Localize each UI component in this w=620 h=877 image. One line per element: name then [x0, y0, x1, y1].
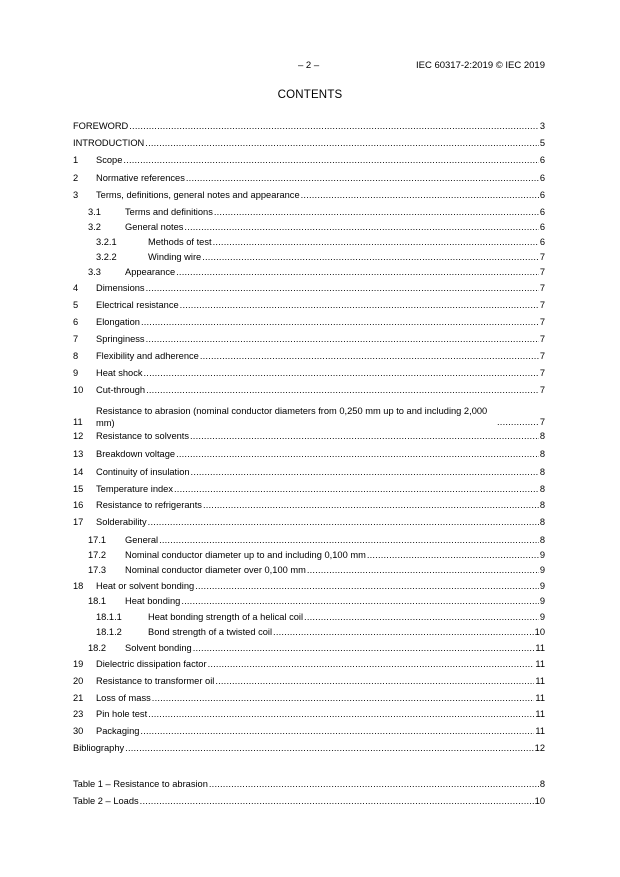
page-number: – 2 – — [298, 60, 320, 71]
toc-entry-label: Dielectric dissipation factor — [96, 659, 207, 669]
dot-leader — [301, 189, 539, 202]
toc-entry-number: 30 — [73, 726, 84, 736]
toc-entry[interactable] — [73, 483, 545, 496]
toc-entry-page: 7 — [539, 417, 545, 427]
toc-entry-page: 6 — [539, 190, 545, 200]
toc-entry-page: 3 — [539, 121, 545, 131]
toc-entry-label: Heat bonding strength of a helical coil — [148, 612, 304, 622]
toc-entry-page: 9 — [539, 612, 545, 622]
toc-entry-label: Winding wire — [148, 252, 202, 262]
toc-entry-page: 7 — [539, 385, 545, 395]
toc-entry-page: 11 — [535, 643, 545, 653]
toc-entry[interactable] — [73, 692, 545, 705]
toc-entry-label: Continuity of insulation — [96, 467, 190, 477]
toc-entry-number: 18 — [73, 581, 84, 591]
toc-entry[interactable] — [73, 282, 545, 295]
toc-entry-page: 7 — [539, 317, 545, 327]
dot-leader — [146, 282, 539, 295]
toc-entry[interactable] — [73, 236, 545, 249]
dot-leader — [193, 642, 535, 655]
toc-entry[interactable] — [73, 206, 545, 219]
dot-leader — [145, 137, 539, 150]
toc-entry-page: 8 — [539, 517, 545, 527]
dot-leader — [209, 778, 539, 791]
toc-entry-number: 3.2 — [88, 222, 101, 232]
toc-entry-label: Heat shock — [96, 368, 143, 378]
toc-entry-page: 6 — [539, 237, 545, 247]
toc-entry[interactable] — [73, 137, 545, 150]
dot-leader — [152, 692, 535, 705]
toc-entry-label: Scope — [96, 155, 123, 165]
toc-entry-label: Resistance to solvents — [96, 431, 190, 441]
toc-entry-page: 6 — [539, 222, 545, 232]
page-title: CONTENTS — [277, 89, 343, 101]
toc-entry-page: 11 — [535, 693, 545, 703]
dot-leader — [195, 580, 539, 593]
dot-leader — [181, 595, 539, 608]
toc-entry-number: 12 — [73, 431, 84, 441]
toc-entry[interactable] — [73, 384, 545, 397]
toc-entry-page: 12 — [534, 743, 545, 753]
dot-leader — [213, 236, 539, 249]
dot-leader — [125, 742, 533, 755]
toc-entry-label: Terms and definitions — [125, 207, 213, 217]
toc-entry-number: 3.3 — [88, 267, 101, 277]
toc-entry-label: Solderability — [96, 517, 147, 527]
toc-entry[interactable] — [73, 266, 545, 279]
toc-entry-number: 2 — [73, 173, 79, 183]
toc-entry-page: 9 — [539, 581, 545, 591]
toc-entry-label: Bibliography — [73, 743, 125, 753]
table-list-label: Table 2 – Loads — [73, 796, 139, 806]
dot-leader — [307, 564, 539, 577]
dot-leader — [129, 120, 539, 133]
toc-entry-label: Bond strength of a twisted coil — [148, 627, 273, 637]
toc-entry-page: 7 — [539, 351, 545, 361]
toc-entry-page: 8 — [539, 467, 545, 477]
toc-entry-number: 3.2.2 — [96, 252, 117, 262]
toc-entry-number: 21 — [73, 693, 84, 703]
toc-entry-label: Pin hole test — [96, 709, 148, 719]
toc-entry-label: Heat or solvent bonding — [96, 581, 195, 591]
toc-entry[interactable] — [73, 448, 545, 461]
toc-entry[interactable] — [73, 154, 545, 167]
toc-entry-number: 3 — [73, 190, 79, 200]
standard-reference: IEC 60317-2:2019 © IEC 2019 — [415, 60, 545, 71]
toc-entry[interactable] — [73, 675, 545, 688]
toc-entry-number: 8 — [73, 351, 79, 361]
toc-entry-page: 9 — [539, 550, 545, 560]
dot-leader — [144, 367, 539, 380]
toc-entry-page: 6 — [539, 207, 545, 217]
toc-entry-number: 15 — [73, 484, 84, 494]
table-list-label: Table 1 – Resistance to abrasion — [73, 779, 208, 789]
toc-entry-page: 8 — [539, 449, 545, 459]
toc-entry-number: 18.2 — [88, 643, 107, 653]
toc-entry-page: 8 — [539, 484, 545, 494]
toc-entry-page: 11 — [535, 676, 545, 686]
toc-entry-label: Methods of test — [148, 237, 212, 247]
toc-entry-page: 7 — [539, 368, 545, 378]
toc-entry[interactable] — [73, 611, 545, 624]
toc-entry-page: 7 — [539, 334, 545, 344]
table-list-entry[interactable] — [73, 795, 545, 808]
toc-entry-label: Springiness — [96, 334, 145, 344]
toc-entry[interactable] — [73, 499, 545, 512]
toc-entry-page: 7 — [539, 252, 545, 262]
toc-entry-page: 7 — [539, 300, 545, 310]
toc-entry[interactable] — [73, 534, 545, 547]
dot-leader — [214, 206, 539, 219]
toc-entry[interactable] — [73, 466, 545, 479]
dot-leader — [184, 221, 538, 234]
toc-entry-number: 23 — [73, 709, 84, 719]
dot-leader — [176, 266, 539, 279]
toc-entry-number: 17.1 — [88, 535, 107, 545]
toc-entry-number: 9 — [73, 368, 79, 378]
dot-leader — [123, 154, 538, 167]
dot-leader — [140, 795, 534, 808]
toc-entry-number: 19 — [73, 659, 84, 669]
table-list-page: 8 — [539, 779, 545, 789]
toc-entry[interactable] — [73, 549, 545, 562]
dot-leader — [208, 658, 535, 671]
toc-entry-label: Solvent bonding — [125, 643, 192, 653]
toc-entry[interactable] — [73, 403, 545, 429]
toc-entry[interactable] — [73, 316, 545, 329]
dot-leader — [190, 430, 539, 443]
toc-entry-label: Heat bonding — [125, 596, 181, 606]
dot-leader — [215, 675, 534, 688]
toc-entry[interactable] — [73, 172, 545, 185]
dot-leader — [202, 251, 539, 264]
toc-entry[interactable] — [73, 299, 545, 312]
dot-leader — [200, 350, 539, 363]
dot-leader — [174, 483, 539, 496]
toc-entry-number: 16 — [73, 500, 84, 510]
toc-entry-page: 7 — [539, 267, 545, 277]
toc-entry-number: 10 — [73, 385, 84, 395]
dot-leader — [140, 725, 534, 738]
toc-entry[interactable] — [73, 350, 545, 363]
dot-leader — [148, 516, 539, 529]
toc-entry-page: 9 — [539, 596, 545, 606]
toc-entry-label: Terms, definitions, general notes and appearance — [96, 190, 300, 200]
toc-entry-page: 8 — [539, 431, 545, 441]
toc-entry-page: 7 — [539, 283, 545, 293]
table-list-entry[interactable] — [73, 778, 545, 791]
toc-entry-label: Resistance to refrigerants — [96, 500, 202, 510]
toc-entry[interactable] — [73, 333, 545, 346]
toc-entry-label: Dimensions — [96, 283, 145, 293]
toc-entry-label: Nominal conductor diameter up to and including 0,100 mm — [125, 550, 366, 560]
toc-entry-page: 8 — [539, 535, 545, 545]
dot-leader — [148, 708, 534, 721]
toc-entry-number: 5 — [73, 300, 79, 310]
dot-leader — [176, 448, 539, 461]
toc-entry-number: 6 — [73, 317, 79, 327]
toc-entry-page: 11 — [535, 709, 545, 719]
toc-entry-number: 7 — [73, 334, 79, 344]
toc-entry-number: 3.2.1 — [96, 237, 117, 247]
toc-entry[interactable] — [73, 564, 545, 577]
toc-entry-label: Elongation — [96, 317, 140, 327]
toc-entry-number: 20 — [73, 676, 84, 686]
dot-leader — [191, 466, 539, 479]
toc-entry-page: 10 — [534, 627, 545, 637]
toc-entry-label: Normative references — [96, 173, 185, 183]
toc-entry[interactable] — [73, 189, 545, 202]
toc-entry-number: 14 — [73, 467, 84, 477]
toc-entry-number: 4 — [73, 283, 79, 293]
toc-entry-label: FOREWORD — [73, 121, 129, 131]
toc-entry-number: 18.1 — [88, 596, 107, 606]
toc-entry-label: Temperature index — [96, 484, 173, 494]
toc-entry-label: Nominal conductor diameter over 0,100 mm — [125, 565, 306, 575]
toc-entry-number: 1 — [73, 155, 79, 165]
toc-entry-page: 11 — [535, 659, 545, 669]
toc-entry[interactable] — [73, 221, 545, 234]
dot-leader — [203, 499, 539, 512]
toc-entry-label: INTRODUCTION — [73, 138, 145, 148]
toc-entry[interactable] — [73, 580, 545, 593]
dot-leader — [146, 333, 539, 346]
toc-entry-label: Loss of mass — [96, 693, 151, 703]
toc-entry-label: Breakdown voltage — [96, 449, 176, 459]
toc-entry[interactable] — [73, 626, 545, 639]
toc-entry-number: 18.1.1 — [96, 612, 122, 622]
dot-leader — [497, 416, 539, 429]
toc-entry-label: Electrical resistance — [96, 300, 179, 310]
table-list-page: 10 — [534, 796, 545, 806]
toc-entry-number: 11 — [73, 417, 83, 427]
toc-entry[interactable] — [73, 595, 545, 608]
toc-entry-label: General — [125, 535, 159, 545]
toc-entry-label: Flexibility and adherence — [96, 351, 199, 361]
toc-entry-number: 17.2 — [88, 550, 107, 560]
toc-entry[interactable] — [73, 367, 545, 380]
toc-entry[interactable] — [73, 120, 545, 133]
toc-entry[interactable] — [73, 725, 545, 738]
toc-entry[interactable] — [73, 658, 545, 671]
toc-entry-number: 18.1.2 — [96, 627, 122, 637]
toc-entry-label: Resistance to abrasion (nominal conductor diameters from 0,250 mm up to and including 2,000 mm) — [96, 406, 488, 428]
toc-entry-number: 3.1 — [88, 207, 101, 217]
toc-entry-page: 11 — [535, 726, 545, 736]
toc-entry[interactable] — [73, 516, 545, 529]
toc-entry-page: 8 — [539, 500, 545, 510]
toc-entry[interactable] — [73, 708, 545, 721]
toc-entry[interactable] — [73, 430, 545, 443]
toc-entry-page: 6 — [539, 155, 545, 165]
dot-leader — [367, 549, 539, 562]
toc-entry-page: 6 — [539, 173, 545, 183]
toc-entry-number: 17 — [73, 517, 84, 527]
toc-entry-label: Cut-through — [96, 385, 146, 395]
dot-leader — [146, 384, 539, 397]
dot-leader — [141, 316, 539, 329]
toc-entry-number: 17.3 — [88, 565, 107, 575]
toc-entry-label: Appearance — [125, 267, 176, 277]
toc-entry[interactable] — [73, 742, 545, 755]
toc-entry-page: 9 — [539, 565, 545, 575]
toc-entry-label: Packaging — [96, 726, 140, 736]
toc-entry[interactable] — [73, 642, 545, 655]
toc-entry[interactable] — [73, 251, 545, 264]
dot-leader — [186, 172, 539, 185]
dot-leader — [273, 626, 534, 639]
dot-leader — [304, 611, 539, 624]
dot-leader — [180, 299, 539, 312]
toc-entry-number: 13 — [73, 449, 84, 459]
toc-entry-label: General notes — [125, 222, 184, 232]
dot-leader — [159, 534, 539, 547]
toc-entry-label: Resistance to transformer oil — [96, 676, 215, 686]
toc-entry-page: 5 — [539, 138, 545, 148]
page-header — [0, 60, 620, 74]
